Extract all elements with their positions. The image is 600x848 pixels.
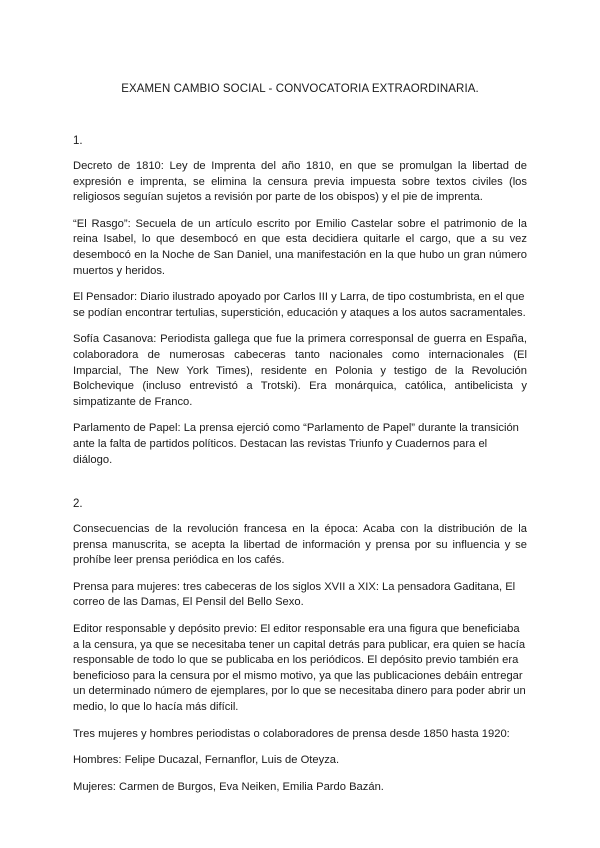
paragraph-parlamento-de-papel: Parlamento de Papel: La prensa ejerció como “Parlamento de Papel” durante la transición ante la falta de partidos políticos. Destacan las revistas Triunfo y Cuadernos para el diálogo. [73, 422, 519, 466]
paragraph-el-pensador: El Pensador: Diario ilustrado apoyado por Carlos III y Larra, de tipo costumbrista, en el que se podían encontrar tertulias, superstición, educación y ataques a los autos sacramentales. [73, 291, 526, 319]
paragraph-decreto-1810: Decreto de 1810: Ley de Imprenta del año 1810, en que se promulgan la libertad de expresión e imprenta, se elimina la censura previa impuesta sobre textos civiles (los religiosos seguían sujetos a revisión por parte de los obispos) y el pie de imprenta. [73, 160, 527, 204]
paragraph-hombres: Hombres: Felipe Ducazal, Fernanflor, Luis de Oteyza. [73, 754, 340, 767]
section-2 [73, 497, 527, 795]
paragraph-prensa-para-mujeres: Prensa para mujeres: tres cabeceras de los siglos XVII a XIX: La pensadora Gaditana, El correo de las Damas, El Pensil del Bello Sexo. [73, 580, 516, 609]
paragraph-revolucion-francesa: Consecuencias de la revolución francesa en la época: Acaba con la distribución de la prensa manuscrita, se acepta la libertad de información y prensa por su influencia y se prohíbe leer prensa periódica en los cafés. [73, 523, 527, 567]
document-page [73, 82, 527, 806]
paragraph-sofia-casanova: Sofía Casanova: Periodista gallega que fue la primera corresponsal de guerra en España, colaboradora de numerosas cabeceras tanto nacionales como internacionales (El Imparcial, The New York Times), residente en Polonia y testigo de la Revolución Bolchevique (incluso entrevistó a Trotski). Era monárquica, católica, antibelicista y simpatizante de Franco. [73, 333, 527, 408]
section-1 [73, 134, 527, 468]
paragraph-periodistas-intro: Tres mujeres y hombres periodistas o colaboradores de prensa desde 1850 hasta 1920: [73, 727, 510, 740]
paragraph-el-rasgo: “El Rasgo”: Secuela de un artículo escrito por Emilio Castelar sobre el patrimonio de la reina Isabel, lo que desembocó en que esta decidiera quitarle el cargo, que a su vez desembocó en la Noche de San Daniel, una manifestación en la que hubo un gran número muertos y heridos. [73, 217, 527, 277]
section-spacer [73, 479, 527, 497]
paragraph-editor-responsable: Editor responsable y depósito previo: El editor responsable era una figura que beneficiaba a la censura, ya que se necesitaba tener un capital detrás para publicar, era quien se hacía responsable de todo lo que se publicaba en los periódicos. El depósito previo también era beneficioso para la censura por el mismo motivo, ya que las publicaciones debáin entregar un determinado número de ejemplares, por lo que se necesitaba dinero para poder abrir un medio, lo que lo hacía más difícil. [73, 623, 526, 714]
section-number: 1. [73, 135, 83, 147]
paragraph-mujeres: Mujeres: Carmen de Burgos, Eva Neiken, Emilia Pardo Bazán. [73, 780, 384, 793]
section-number: 2. [73, 498, 83, 511]
document-title: EXAMEN CAMBIO SOCIAL - CONVOCATORIA EXTRAORDINARIA. [121, 83, 479, 95]
